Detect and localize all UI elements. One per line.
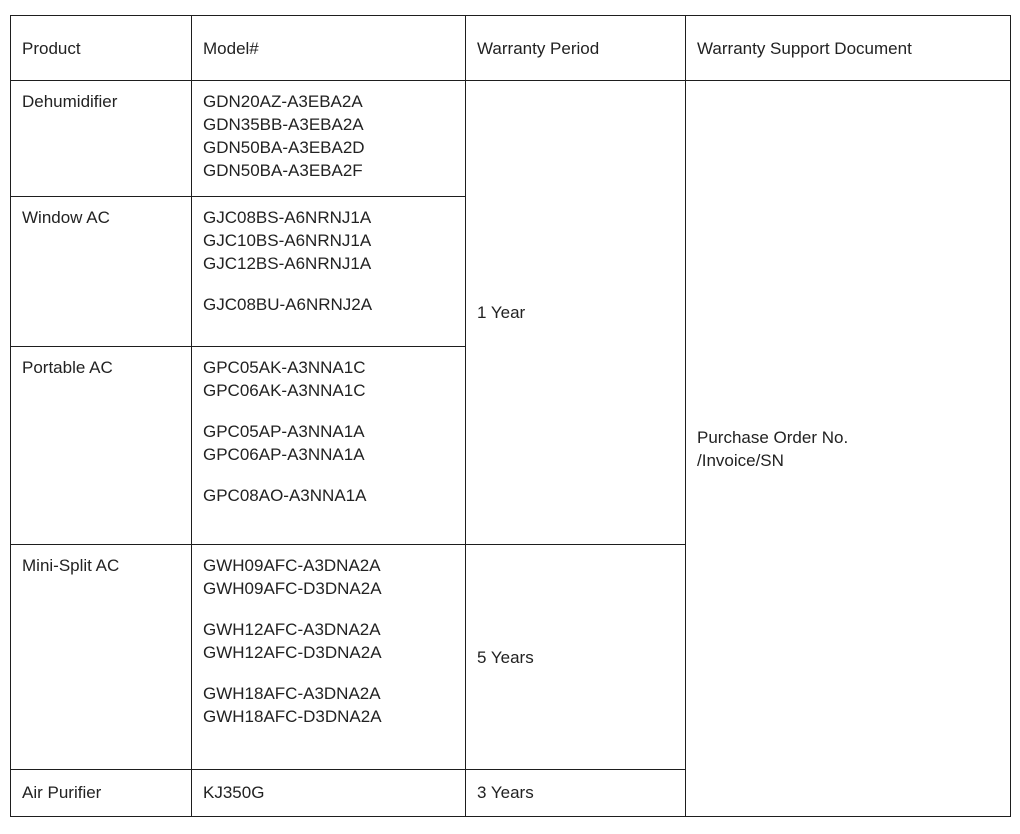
model-number: GPC08AO-A3NNA1A <box>203 486 367 505</box>
model-cell <box>192 81 466 197</box>
model-number: GJC08BS-A6NRNJ1A <box>203 208 372 227</box>
line-spacer <box>203 466 454 484</box>
product-cell: Dehumidifier <box>11 81 192 197</box>
model-number: KJ350G <box>203 783 265 802</box>
model-number: GPC06AP-A3NNA1A <box>203 445 365 464</box>
table-header-row <box>11 16 1011 81</box>
model-number: GPC05AP-A3NNA1A <box>203 422 365 441</box>
product-cell: Air Purifier <box>11 770 192 817</box>
warranty-period-cell: 1 Year <box>466 81 686 545</box>
model-number: GPC05AK-A3NNA1C <box>203 358 366 377</box>
model-number: GWH09AFC-A3DNA2A <box>203 556 381 575</box>
model-number: GDN50BA-A3EBA2D <box>203 138 365 157</box>
header-support-document: Warranty Support Document <box>686 16 1011 81</box>
model-number: GDN35BB-A3EBA2A <box>203 115 364 134</box>
warranty-period-cell: 3 Years <box>466 770 686 817</box>
model-number: GWH18AFC-D3DNA2A <box>203 707 382 726</box>
product-cell: Portable AC <box>11 347 192 545</box>
model-number: GJC12BS-A6NRNJ1A <box>203 254 372 273</box>
line-spacer <box>203 664 454 682</box>
model-cell <box>192 770 466 817</box>
model-cell <box>192 545 466 770</box>
header-warranty-period: Warranty Period <box>466 16 686 81</box>
line-spacer <box>203 275 454 293</box>
product-cell: Mini-Split AC <box>11 545 192 770</box>
table-row <box>11 81 1011 197</box>
model-number: GWH18AFC-A3DNA2A <box>203 684 381 703</box>
model-number: GWH12AFC-D3DNA2A <box>203 643 382 662</box>
line-spacer <box>203 600 454 618</box>
header-model: Model# <box>192 16 466 81</box>
product-cell: Window AC <box>11 197 192 347</box>
model-number: GDN50BA-A3EBA2F <box>203 161 363 180</box>
model-number: GJC08BU-A6NRNJ2A <box>203 295 373 314</box>
model-cell <box>192 197 466 347</box>
support-document-line: Purchase Order No. <box>697 427 849 447</box>
line-spacer <box>203 402 454 420</box>
model-number: GJC10BS-A6NRNJ1A <box>203 231 372 250</box>
support-document-line: /Invoice/SN <box>697 450 784 470</box>
model-number: GPC06AK-A3NNA1C <box>203 381 366 400</box>
warranty-table <box>10 15 1011 817</box>
support-document-cell <box>686 81 1011 817</box>
warranty-period-cell: 5 Years <box>466 545 686 770</box>
header-product: Product <box>11 16 192 81</box>
model-number: GWH09AFC-D3DNA2A <box>203 579 382 598</box>
model-number: GDN20AZ-A3EBA2A <box>203 92 363 111</box>
model-number: GWH12AFC-A3DNA2A <box>203 620 381 639</box>
model-cell <box>192 347 466 545</box>
